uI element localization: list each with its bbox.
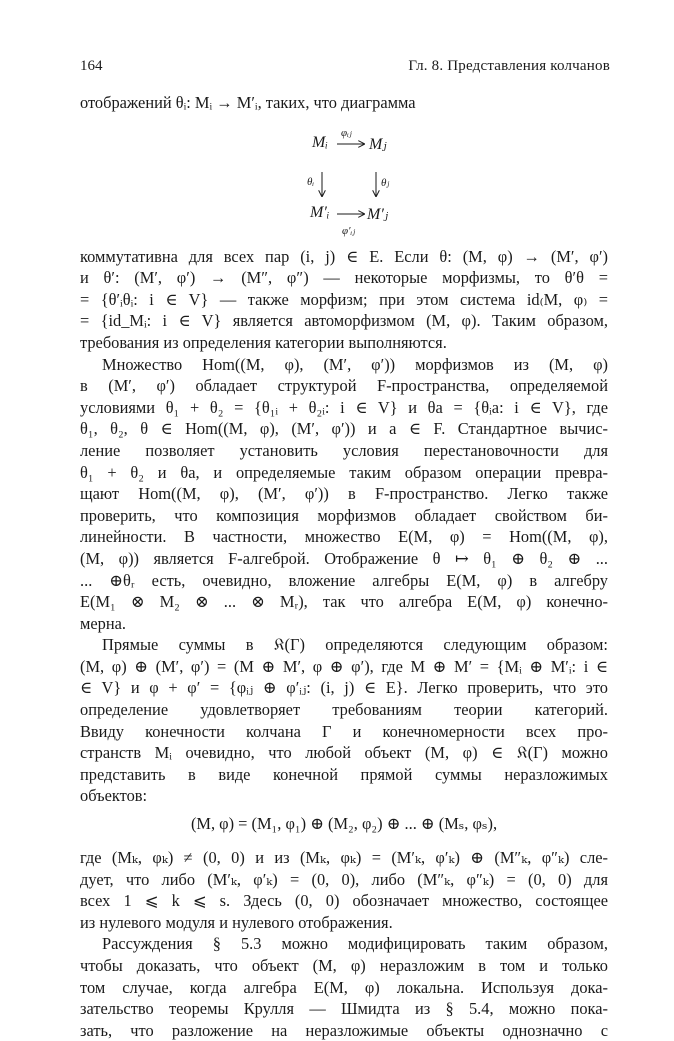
text-line: отображений θᵢ: Mᵢ → M′ᵢ, таких, что диаграмма <box>80 93 416 112</box>
text-line: Ввиду конечности колчана Γ и конечномерности всех про- <box>80 721 608 741</box>
text-line: (M, φ) ⊕ (M′, φ′) = (M ⊕ M′, φ ⊕ φ′), где M ⊕ M′ = {Mᵢ ⊕ M′ᵢ: i ∈ <box>80 656 608 676</box>
text-line: ∈ V} и φ + φ′ = {φᵢⱼ ⊕ φ′ᵢⱼ: (i, j) ∈ E}. Легко проверить, что это <box>80 678 608 698</box>
display-formula: (M, φ) = (M₁, φ₁) ⊕ (M₂, φ₂) ⊕ ... ⊕ (Mₛ, φₛ), <box>190 814 498 834</box>
text-line: ... ⊕θᵣ есть, очевидно, вложение алгебры E(M, φ) в алгебру <box>80 570 608 590</box>
text-line: дует, что либо (M′ₖ, φ′ₖ) = (0, 0), либо (M″ₖ, φ″ₖ) = (0, 0) для <box>80 869 608 889</box>
text-line: Прямые суммы в 𝔎(Γ) определяются следующим образом: <box>102 635 608 655</box>
phi-ij-label: φᵢⱼ <box>341 126 352 139</box>
text-line: зательство теоремы Крулля — Шмидта из § 5.4, можно пока- <box>80 999 608 1019</box>
text-line: = {id_Mᵢ: i ∈ V} является автоморфизмом (M, φ). Таким образом, <box>80 311 608 331</box>
text-line: определение удовлетворяет требованиям теории категорий. <box>80 700 608 720</box>
text-line: E(M₁ ⊗ M₂ ⊗ ... ⊗ Mᵣ), так что алгебра E(M, φ) конечно- <box>80 592 608 612</box>
text-line: щают Hom((M, φ), (M′, φ′)) в F-пространство. Легко также <box>80 484 608 504</box>
text-line: объектов: <box>80 786 148 806</box>
text-line: странств Mᵢ очевидно, что любой объект (M, φ) ∈ 𝔎(Γ) можно <box>80 743 608 763</box>
text-line: условиями θ₁ + θ₂ = {θ₁ᵢ + θ₂ᵢ: i ∈ V} и θa = {θᵢa: i ∈ V}, где <box>80 397 608 417</box>
phi-prime-ij-label: φ′ᵢⱼ <box>342 224 356 237</box>
theta-i-label: θᵢ <box>307 175 315 188</box>
node-mj: Mⱼ <box>369 135 387 153</box>
text-line: (M, φ)) является F-алгеброй. Отображение θ ↦ θ₁ ⊕ θ₂ ⊕ ... <box>80 548 608 568</box>
commutative-diagram <box>80 114 608 246</box>
node-mj-prime: M′ⱼ <box>367 205 389 223</box>
text-line: в (M′, φ′) обладает структурой F-пространства, определяемой <box>80 376 608 396</box>
text-line: Множество Hom((M, φ), (M′, φ′)) морфизмов из (M, φ) <box>102 354 608 374</box>
text-line: и θ′: (M′, φ′) → (M″, φ″) — некоторые морфизмы, то θ′θ = <box>80 268 608 288</box>
text-line: линейности. В частности, множество E(M, φ) = Hom((M, φ), <box>80 527 608 547</box>
text-line: θ₁, θ₂, θ ∈ Hom((M, φ), (M′, φ′)) и a ∈ F. Стандартное вычис- <box>80 419 608 439</box>
text-line: мерна. <box>80 613 126 633</box>
text-line: = {θ′ᵢθᵢ: i ∈ V} — также морфизм; при этом система id₍M, φ₎ = <box>80 289 608 309</box>
text-line: θ₁ + θ₂ и θa, и определяемые таким образом операции превра- <box>80 462 608 482</box>
text-line: требования из определения категории выполняются. <box>80 332 447 352</box>
text-line: из нулевого модуля и нулевого отображения. <box>80 912 393 932</box>
text-line: где (Mₖ, φₖ) ≠ (0, 0) и из (Mₖ, φₖ) = (M′ₖ, φ′ₖ) ⊕ (M″ₖ, φ″ₖ) сле- <box>80 848 608 868</box>
theta-j-label: θⱼ <box>381 176 390 189</box>
page-header <box>80 58 610 80</box>
text-line: всех 1 ⩽ k ⩽ s. Здесь (0, 0) обозначает множество, состоящее <box>80 891 608 911</box>
text-line: Рассуждения § 5.3 можно модифицировать таким образом, <box>102 934 608 954</box>
text-line: чтобы доказать, что объект (M, φ) неразложим в том и только <box>80 956 608 975</box>
text-line: ление позволяет установить условия перестановочности для <box>80 440 608 460</box>
text-line: представить в виде конечной прямой суммы неразложимых <box>80 764 608 784</box>
text-line: том случае, когда алгебра E(M, φ) локальна. Используя дока- <box>80 977 608 997</box>
node-mi: Mᵢ <box>312 133 328 151</box>
text-line: коммутативна для всех пар (i, j) ∈ E. Если θ: (M, φ) → (M′, φ′) <box>80 246 608 266</box>
page-number: 164 <box>80 58 103 74</box>
running-title: Гл. 8. Представления колчанов <box>408 58 610 74</box>
text-line: зать, что разложение на неразложимые объекты однозначно с <box>80 1020 608 1040</box>
page-body <box>80 92 608 1041</box>
text-line: проверить, что композиция морфизмов обладает свойством би- <box>80 505 608 525</box>
node-mi-prime: M′ᵢ <box>310 203 330 221</box>
